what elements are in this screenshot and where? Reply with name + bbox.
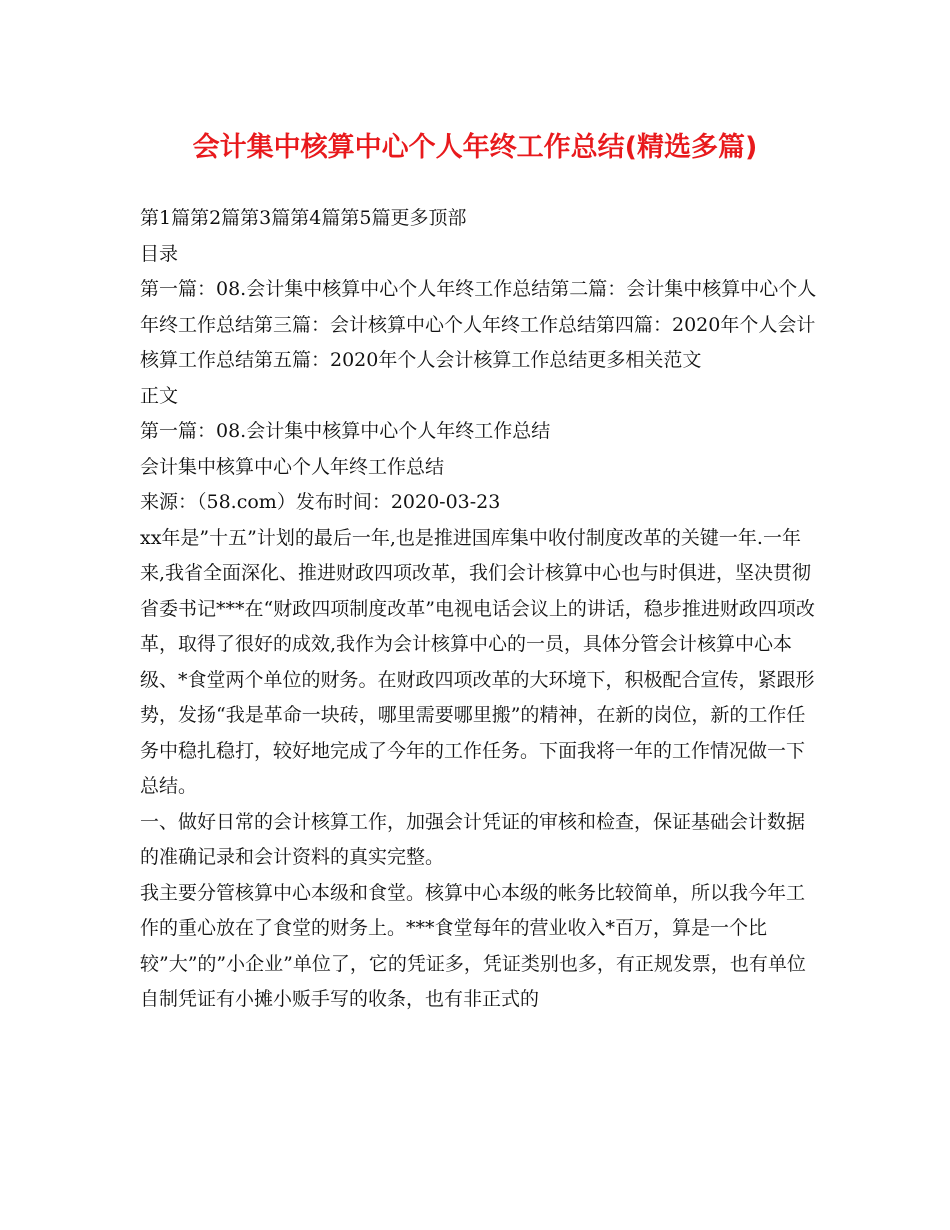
paragraph: xx年是”十五”计划的最后一年,也是推进国库集中收付制度改革的关键一年.一年来,我省全面深化、推进财政四项改革，我们会计核算中心也与时俱进，坚决贯彻省委书记***在“财政四项制度改革”电视电话会议上的讲话，稳步推进财政四项改革，取得了很好的成效,我作为会计核算中心的一员，具体分管会计核算中心本级、*食堂两个单位的财务。在财政四项改革的大环境下，积极配合宣传，紧跟形势，发扬“我是革命一块砖，哪里需要哪里搬”的精神，在新的岗位，新的工作任务中稳扎稳打，较好地完成了今年的工作任务。下面我将一年的工作情况做一下总结。 [140,526,815,797]
document-body [140,201,820,1018]
article-source: 来源：（58.com）发布时间：2020-03-23 [140,491,501,513]
article-heading: 第一篇：08.会计集中核算中心个人年终工作总结 [140,420,551,442]
contents-list: 第一篇：08.会计集中核算中心个人年终工作总结第二篇：会计集中核算中心个人年终工作总结第三篇：会计核算中心个人年终工作总结第四篇：2020年个人会计核算工作总结第五篇：2020年个人会计核算工作总结更多相关范文 [140,278,817,371]
document-title: 会计集中核算中心个人年终工作总结(精选多篇) [192,132,758,163]
table-of-contents-links: 第1篇第2篇第3篇第4篇第5篇更多顶部 [140,207,467,229]
paragraph: 我主要分管核算中心本级和食堂。核算中心本级的帐务比较简单，所以我今年工作的重心放在了食堂的财务上。***食堂每年的营业收入*百万，算是一个比较”大”的”小企业”单位了，它的凭证多，凭证类别也多，有正规发票，也有单位自制凭证有小摊小贩手写的收条，也有非正式的 [140,881,806,1010]
section-heading-body: 正文 [140,384,179,407]
section-heading-contents: 目录 [140,242,179,265]
paragraph: 一、做好日常的会计核算工作，加强会计凭证的审核和检查，保证基础会计数据的准确记录和会计资料的真实完整。 [140,810,806,868]
article-subtitle: 会计集中核算中心个人年终工作总结 [140,455,445,478]
